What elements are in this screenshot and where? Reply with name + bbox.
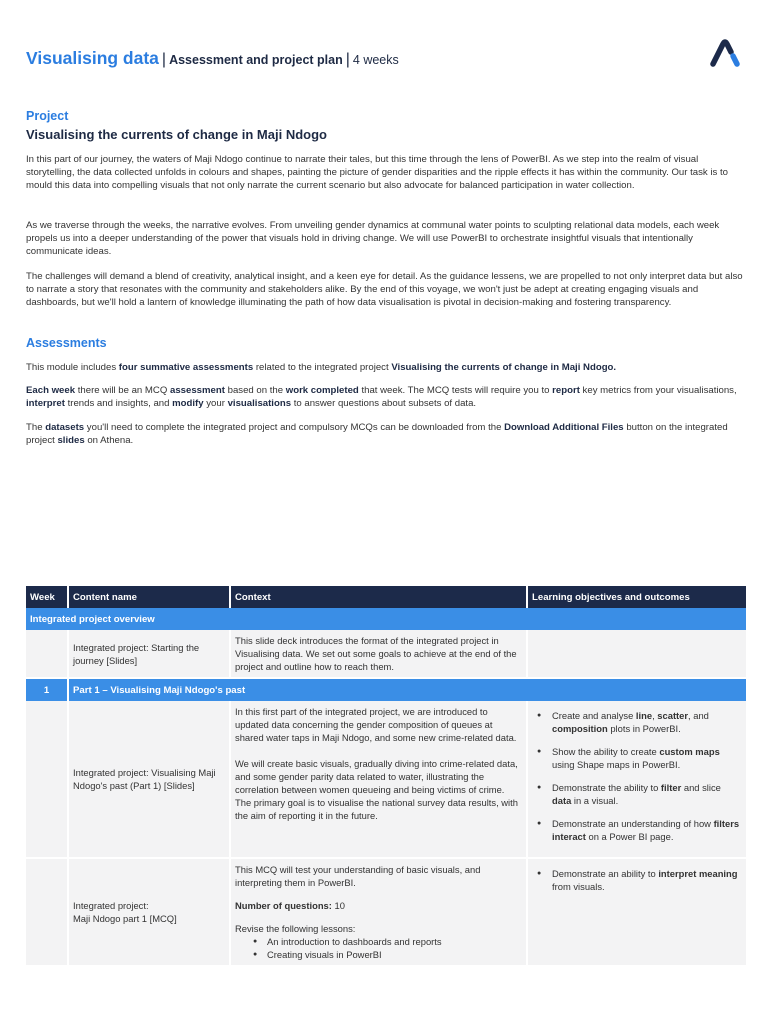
list-item: ● Demonstrate the ability to filter and slice data in a visual. [552, 781, 742, 807]
project-label: Project [26, 109, 69, 123]
objectives-list [532, 709, 742, 843]
list-item: ● An introduction to dashboards and reports [267, 935, 522, 948]
context-cell: This slide deck introduces the format of the integrated project in Visualising data. We set out some goals to achieve at the end of the project and outline how to reach them. [230, 630, 527, 678]
course-duration: 4 weeks [352, 53, 399, 67]
project-paragraph: The challenges will demand a blend of creativity, analytical insight, and a keen eye for detail. As the guidance lessens, we are propelled to not only interpret data but also to narrate a story that resonates with the community and stakeholders alike. By the end of this voyage, we won't just be adept at creating engaging visuals and dashboards, but we'll hold a lantern of knowledge illuminating the path of how data visualisation is pivotal in decision-making and fostering transparency. [26, 271, 743, 308]
table-header-row [26, 586, 746, 608]
assessment-plan-table [26, 586, 746, 967]
column-header-content: Content name [68, 586, 230, 608]
list-item: ● Creating visuals in PowerBI [267, 948, 522, 961]
content-cell: Integrated project: Visualising Maji Ndogo's past (Part 1) [Slides] [68, 701, 230, 858]
project-paragraph: As we traverse through the weeks, the narrative evolves. From unveiling gender dynamics at communal water points to sculpting relational data models, each week propels us into a deeper understanding of the power that visuals hold in driving change. We will use PowerBI to orchestrate insightful visuals that intentionally communicate ideas. [26, 220, 720, 257]
assessments-paragraph: This module includes four summative assessments related to the integrated project Visualising the currents of change in Maji Ndogo. [26, 362, 617, 373]
document-subtitle: Assessment and project plan [169, 53, 343, 67]
section-label: Integrated project overview [26, 608, 746, 630]
week-cell [26, 630, 68, 678]
column-header-week: Week [26, 586, 68, 608]
course-title: Visualising data [26, 48, 159, 68]
objectives-cell [527, 701, 746, 858]
context-cell: This MCQ will test your understanding of basic visuals, and interpreting them in PowerBI. Number of questions: 10 Revise the following lessons: ● An introduction to dashboards and reports ● Creating visuals in PowerBI [230, 858, 527, 966]
list-item: ● Create and analyse line, scatter, and composition plots in PowerBI. [552, 709, 742, 735]
assessments-paragraph: The datasets you'll need to complete the integrated project and compulsory MCQs can be downloaded from the Download Additional Files button on the integrated project slides on Athena. [26, 422, 728, 446]
list-item: ● Show the ability to create custom maps using Shape maps in PowerBI. [552, 745, 742, 771]
objectives-list [532, 867, 742, 893]
week-number: 1 [26, 678, 68, 701]
brand-logo-icon [710, 38, 744, 70]
column-header-context: Context [230, 586, 527, 608]
objectives-cell [527, 858, 746, 966]
header-divider: | [161, 51, 167, 68]
table-row [26, 630, 746, 678]
column-header-objectives: Learning objectives and outcomes [527, 586, 746, 608]
list-item: ● Demonstrate an ability to interpret meaning from visuals. [552, 867, 742, 893]
project-paragraph: In this part of our journey, the waters of Maji Ndogo continue to narrate their tales, but this time through the lens of PowerBI. As we step into the realm of visual storytelling, the data collected unfolds in colours and shapes, painting the picture of gender disparities and the ripple effects it has within the community. Our task is to mould this data into compelling visuals that not only narrate the current scenario but also advocate for balanced participation in water collection. [26, 154, 728, 191]
table-row [26, 858, 746, 966]
header-divider: | [345, 51, 350, 68]
week-cell [26, 701, 68, 858]
lessons-list [235, 935, 522, 961]
context-cell: In this first part of the integrated project, we are introduced to updated data concerning the gender composition of queues at shared water taps in Maji Ndogo, and some new crime-related data. We will create basic visuals, gradually diving into crime-related data, and some gender parity data related to water, illustrating the correlation between women queueing and being victims of crime. The primary goal is to visualise the national survey data results, with the aim of reporting it in the future. [230, 701, 527, 858]
assessments-paragraph: Each week there will be an MCQ assessment based on the work completed that week. The MCQ tests will require you to report key metrics from your visualisations, interpret trends and insights, and modify your visualisations to answer questions about subsets of data. [26, 385, 737, 409]
section-label: Part 1 – Visualising Maji Ndogo's past [68, 678, 746, 701]
list-item: ● Demonstrate an understanding of how filters interact on a Power BI page. [552, 817, 742, 843]
section-row-overview [26, 608, 746, 630]
document-header [26, 48, 746, 76]
objectives-cell [527, 630, 746, 678]
content-cell: Integrated project: Starting the journey [Slides] [68, 630, 230, 678]
assessments-label: Assessments [26, 336, 107, 350]
section-row-week-1 [26, 678, 746, 701]
table-row [26, 701, 746, 858]
project-title: Visualising the currents of change in Maji Ndogo [26, 127, 327, 142]
content-cell: Integrated project: Maji Ndogo part 1 [MCQ] [68, 858, 230, 966]
week-cell [26, 858, 68, 966]
